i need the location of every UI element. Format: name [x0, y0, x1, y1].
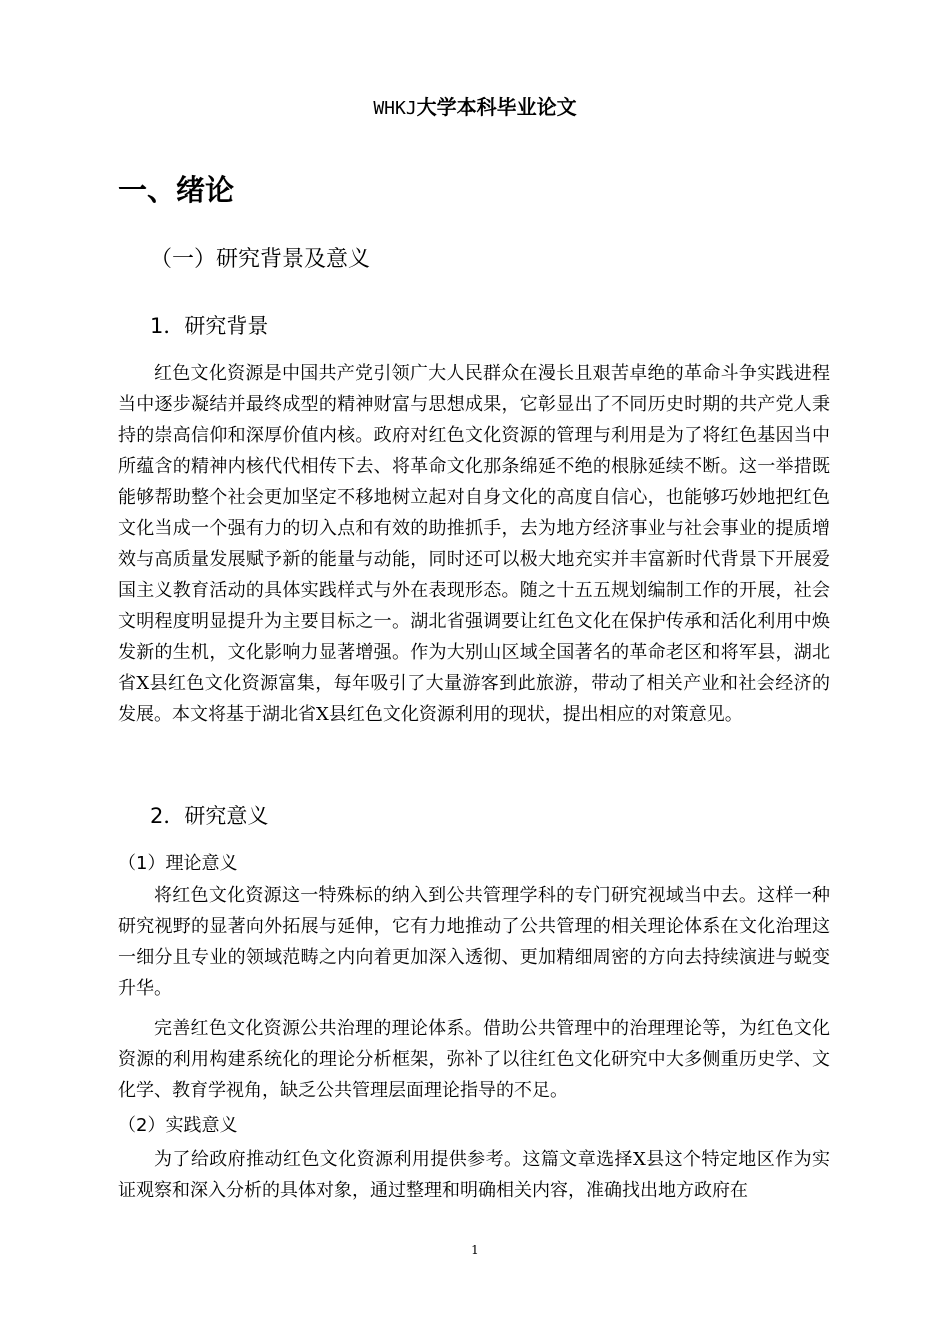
header-school-code: WHKJ [373, 98, 417, 119]
header-title: 大学本科毕业论文 [416, 95, 577, 119]
paragraph-background: 红色文化资源是中国共产党引领广大人民群众在漫长且艰苦卓绝的革命斗争实践进程当中逐步凝结并最终成型的精神财富与思想成果，它彰显出了不同历史时期的共产党人秉持的崇高信仰和深厚价值内核。政府对红色文化资源的管理与利用是为了将红色基因当中所蕴含的精神内核代代相传下去、将革命文化那条绵延不绝的根脉延续不断。这一举措既能够帮助整个社会更加坚定不移地树立起对自身文化的高度自信心，也能够巧妙地把红色文化当成一个强有力的切入点和有效的助推抓手，去为地方经济事业与社会事业的提质增效与高质量发展赋予新的能量与动能，同时还可以极大地充实并丰富新时代背景下开展爱国主义教育活动的具体实践样式与外在表现形态。随之十五五规划编制工作的开展，社会文明程度明显提升为主要目标之一。湖北省强调要让红色文化在保护传承和活化利用中焕发新的生机，文化影响力显著增强。作为大别山区域全国著名的革命老区和将军县，湖北省X县红色文化资源富集，每年吸引了大量游客到此旅游，带动了相关产业和社会经济的发展。本文将基于湖北省X县红色文化资源利用的现状，提出相应的对策意见。 [118, 363, 830, 725]
subsection-title-background: 1．研究背景 [150, 314, 269, 338]
paragraph-theory-2: 完善红色文化资源公共治理的理论体系。借助公共管理中的治理理论等，为红色文化资源的利用构建系统化的理论分析框架，弥补了以往红色文化研究中大多侧重历史学、文化学、教育学视角，缺乏公共管理层面理论指导的不足。 [118, 1018, 830, 1101]
subsection-title-significance: 2．研究意义 [150, 804, 269, 828]
heading-theory-significance: （1）理论意义 [118, 853, 238, 874]
section-title: （一）研究背景及意义 [150, 247, 371, 272]
running-header [0, 92, 950, 124]
chapter-title: 一、绪论 [118, 173, 235, 207]
paragraph-theory-1: 将红色文化资源这一特殊标的纳入到公共管理学科的专门研究视域当中去。这样一种研究视野的显著向外拓展与延伸，它有力地推动了公共管理的相关理论体系在文化治理这一细分且专业的领域范畴之内向着更加深入透彻、更加精细周密的方向去持续演进与蜕变升华。 [118, 885, 830, 999]
heading-practice-significance: （2）实践意义 [118, 1115, 238, 1136]
paragraph-practice-1: 为了给政府推动红色文化资源利用提供参考。这篇文章选择X县这个特定地区作为实证观察和深入分析的具体对象，通过整理和明确相关内容，准确找出地方政府在 [118, 1149, 830, 1201]
page-number: 1 [471, 1243, 479, 1257]
